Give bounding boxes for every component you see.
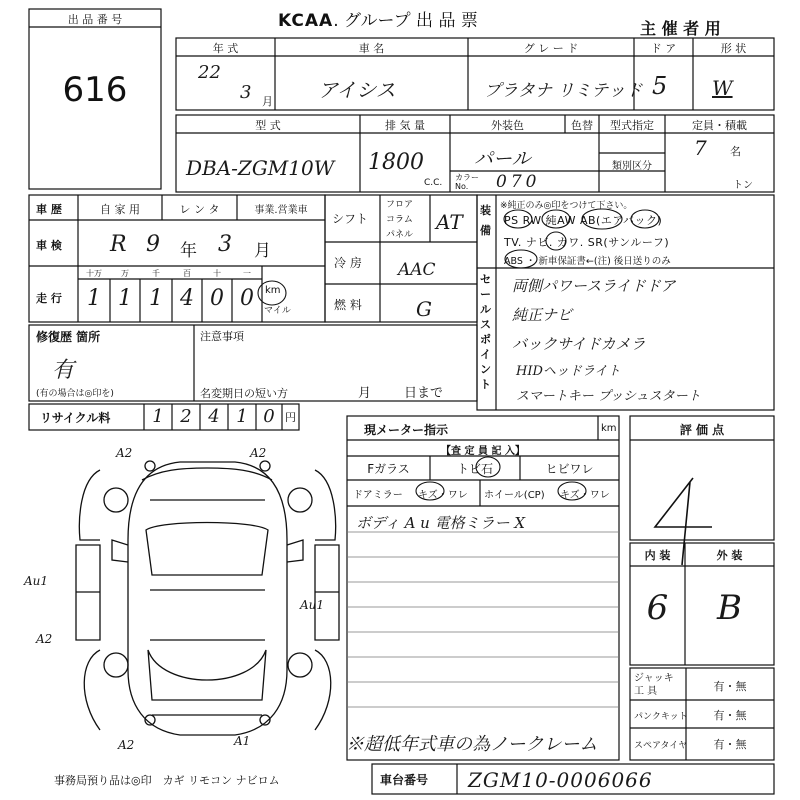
kcaa-logo: KCAA [278, 11, 334, 31]
equipment-note: ※純正のみ◎印をつけて下さい。 [500, 201, 633, 211]
digit-unit: 百 [183, 269, 191, 278]
digit-unit: 千 [152, 269, 160, 278]
form-title-text: . グループ 出 品 票 [333, 11, 478, 31]
storage-note: 事務局預り品は◎印 カギ リモコン ナビロム [54, 774, 280, 787]
year-label: 年 式 [212, 42, 239, 55]
deadline-day-unit: 日まで [404, 386, 444, 401]
capacity-unit: 名 [730, 145, 741, 158]
door-value: 5 [652, 72, 668, 100]
yen-unit: 円 [285, 411, 296, 424]
repair-label: 修復歴 箇所 [36, 330, 101, 344]
mileage-digit: 1 [149, 286, 163, 311]
selling-point: スマートキー プッシュスタート [516, 389, 701, 404]
mirror-label: ドアミラー [353, 490, 403, 501]
displacement-value: 1800 [368, 150, 424, 175]
recycle-digit: 0 [263, 406, 275, 427]
lot-number-label: 出 品 番 号 [67, 13, 123, 26]
damage-mark: A2 [116, 446, 133, 460]
capacity-label: 定員・積載 [692, 119, 747, 132]
business-use-label: 事業.営業車 [254, 205, 308, 216]
color-no-value: 070 [496, 172, 541, 192]
wheel-options: キズ・ワレ [560, 490, 610, 501]
selling-point: バックサイドカメラ [512, 335, 646, 353]
chip-label: トビ石 [456, 462, 493, 476]
shift-label: シフト [332, 212, 369, 226]
spare-options: 有・無 [713, 738, 747, 751]
model-label: 型 式 [255, 119, 281, 132]
mileage-digit: 4 [180, 286, 194, 311]
grade-label: グ レ ー ド [523, 42, 579, 55]
organizer-label: 主 催 者 用 [640, 19, 721, 38]
panel-label: パネル [386, 230, 414, 240]
color-change-label: 色替 [571, 119, 593, 132]
chassis-label: 車台番号 [380, 773, 429, 787]
damage-mark: A2 [250, 446, 267, 460]
history-label: 車 歴 [36, 203, 62, 216]
recycle-digits [144, 406, 284, 427]
notice-label: 注意事項 [200, 330, 244, 343]
digit-unit: 一 [243, 269, 251, 278]
inspection-era: R [110, 232, 127, 257]
score-label: 評 価 点 [679, 423, 725, 437]
mileage-digit: 0 [240, 286, 254, 311]
mirror-options: キズ・ワレ [418, 490, 468, 501]
equipment-line-2: TV. ナビ. カワ. SR(サンルーフ) [504, 236, 670, 249]
inspection-year: 9 [146, 232, 160, 257]
puncture-options: 有・無 [713, 709, 747, 722]
bottom-comment: ※超低年式車の為ノークレーム [346, 734, 598, 755]
recycle-digit: 1 [152, 406, 164, 427]
interior-score: 6 [646, 588, 669, 628]
deadline-label: 名変期日の短い方 [200, 387, 288, 400]
displacement-label: 排 気 量 [385, 119, 425, 132]
damage-mark: A2 [36, 632, 53, 646]
category-label: 類別区分 [612, 161, 652, 172]
model-spec-label: 型式指定 [610, 119, 654, 132]
mileage-label: 走 行 [36, 292, 62, 305]
damage-mark: Au1 [300, 598, 325, 612]
damage-mark: A1 [234, 734, 251, 748]
digit-unit: 万 [121, 269, 129, 278]
f-glass-label: Fガラス [367, 462, 410, 476]
lot-number: 616 [62, 70, 128, 110]
crack-label: ヒビワレ [545, 462, 594, 476]
private-use-label: 自 家 用 [100, 203, 140, 216]
car-name-value: アイシス [318, 78, 396, 102]
rental-label: レ ン タ [179, 203, 220, 216]
ton-unit: トン [733, 180, 753, 191]
chassis-value: ZGM10-0006066 [468, 768, 653, 792]
column-label: コラム [386, 215, 413, 225]
model-value: DBA-ZGM10W [186, 156, 335, 180]
selling-point: 両側パワースライドドア [512, 277, 676, 295]
damage-mark: A2 [118, 738, 135, 752]
meter-label: 現メーター指示 [364, 423, 449, 437]
floor-label: フロア [386, 200, 414, 210]
score-value [744, 462, 745, 463]
shape-label: 形 状 [720, 42, 747, 55]
month-unit: 月 [262, 95, 273, 108]
meter-unit: km [601, 423, 617, 434]
ac-label: 冷 房 [334, 256, 362, 270]
appraiser-comment: ボディ A u 電格ミラー X [356, 514, 526, 532]
damage-mark: Au1 [24, 574, 49, 588]
equipment-line-3: ABS ・ 新車保証書←(注) 後日送りのみ [504, 256, 671, 267]
selling-point: 純正ナビ [512, 306, 573, 324]
door-label: ド ア [650, 42, 677, 55]
exterior-color-label: 外装色 [491, 119, 524, 132]
shape-value: W [712, 76, 733, 100]
month-value: 3 [240, 82, 252, 103]
inspection-label: 車 検 [36, 239, 62, 252]
jack-options: 有・無 [713, 680, 747, 693]
recycle-label: リサイクル料 [40, 411, 111, 425]
inspection-month: 3 [218, 232, 232, 257]
recycle-digit: 1 [236, 406, 248, 427]
selling-point: HIDヘッドライト [516, 364, 621, 379]
fuel-value: G [416, 297, 432, 321]
appraiser-header: 【査 定 員 記 入】 [441, 446, 525, 457]
mileage-digit: 1 [118, 286, 132, 311]
interior-label: 内 装 [644, 549, 671, 562]
shift-value: AT [436, 210, 463, 234]
deadline-month-unit: 月 [358, 386, 372, 401]
mileage-digit-units [78, 268, 262, 279]
cc-unit: C.C. [424, 178, 443, 188]
mileage-digits [78, 286, 262, 311]
car-name-label: 車 名 [358, 42, 385, 55]
recycle-digit: 4 [208, 406, 220, 427]
equipment-side-label: 装備 [480, 204, 491, 237]
inspection-month-unit: 月 [254, 241, 271, 261]
ac-value: AAC [398, 260, 436, 280]
recycle-digit: 2 [180, 406, 192, 427]
puncture-kit-label: パンクキット [634, 712, 688, 722]
color-no-label: カラー No. [455, 173, 479, 191]
grade-value: プラタナ リミテッド [484, 81, 643, 101]
exterior-color-value: パール [474, 148, 531, 170]
selling-points-side-label: セールスポイント [480, 273, 491, 391]
mile-unit: マイル [264, 306, 291, 316]
capacity-value: 7 [694, 136, 707, 160]
exterior-score: B [717, 588, 742, 628]
repair-value: 有 [52, 358, 75, 383]
jack-label: ジャッキ 工 具 [634, 673, 674, 697]
repair-note: (有の場合は◎印を) [36, 389, 114, 399]
year-value: 22 [198, 62, 221, 83]
equipment-line-1: PS RW 純AW AB(エアバック) [504, 214, 663, 227]
mileage-digit: 0 [210, 286, 224, 311]
spare-tire-label: スペアタイヤ [634, 741, 688, 751]
exterior-label: 外 装 [716, 549, 743, 562]
fuel-label: 燃 料 [334, 298, 362, 312]
form-title [278, 6, 478, 31]
wheel-label: ホイール(CP) [484, 490, 545, 501]
km-unit: km [265, 285, 281, 296]
digit-unit: 十万 [86, 269, 102, 278]
mileage-digit: 1 [87, 286, 101, 311]
digit-unit: 十 [213, 269, 221, 278]
inspection-year-unit: 年 [180, 241, 197, 261]
